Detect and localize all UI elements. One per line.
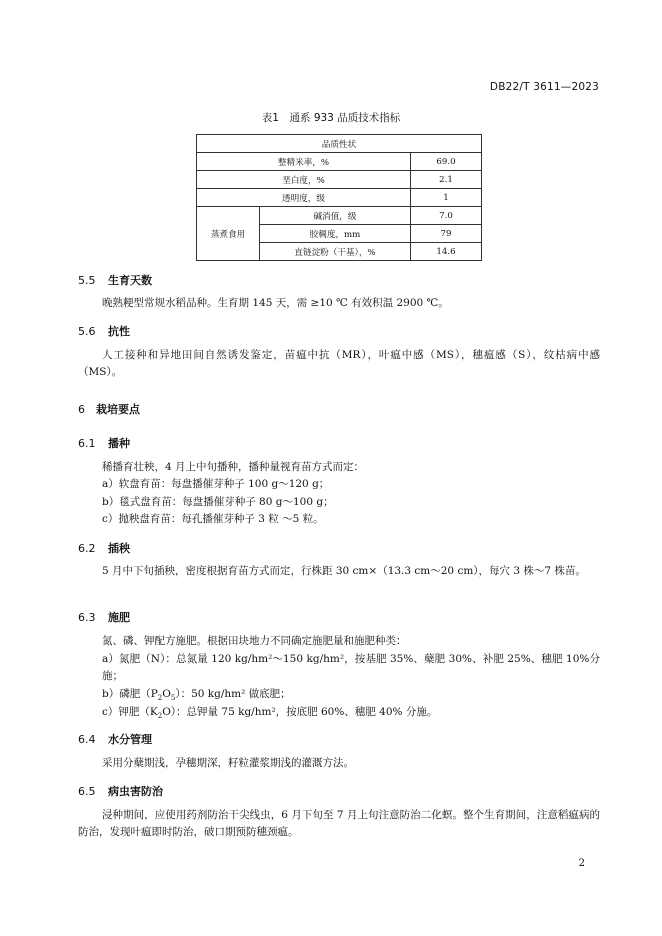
- section-number: 5.5: [78, 274, 96, 287]
- page-number: 2: [578, 858, 585, 869]
- section-6-2-text: 5 月中下旬插秧，密度根据育苗方式而定，行株距 30 cm×（13.3 cm～20 cm），每穴 3 株～7 株苗。: [102, 565, 586, 577]
- section-6-5-text: 浸种期间，应使用药剂防治干尖线虫，6 月下旬至 7 月上旬注意防治二化螟。整个生育期间，注意稻瘟病的防治，发现叶瘟即时防治，破口期预防穗颈瘟。: [78, 809, 600, 838]
- row-label: 整精米率，%: [197, 153, 411, 171]
- quality-spec-table: [196, 134, 482, 261]
- section-title: 生育天数: [108, 274, 152, 287]
- section-title: 栽培要点: [96, 403, 140, 416]
- section-6-4-heading: [78, 731, 152, 747]
- section-5-5-heading: [78, 272, 152, 288]
- group-label: 蒸煮食用: [197, 207, 260, 261]
- row-label: 透明度，级: [197, 189, 411, 207]
- section-5-6-heading: [78, 323, 130, 339]
- section-title: 水分管理: [108, 733, 152, 746]
- section-6-1-intro: 稀播育壮秧，4 月上中旬播种，播种量视育苗方式而定：: [102, 461, 365, 473]
- list-item: b）毯式盘育苗：每盘播催芽种子 80 g～100 g；: [102, 496, 334, 508]
- section-5-5-text: 晚熟粳型常规水稻品种。生育期 145 天，需 ≥10 ℃ 有效积温 2900 ℃。: [102, 297, 449, 309]
- section-6-3-intro: 氮、磷、钾配方施肥。根据田块地力不同确定施肥量和施肥种类：: [102, 635, 407, 647]
- table-header-cell: 品质性状: [197, 135, 482, 153]
- row-label: 直链淀粉（干基），%: [260, 243, 411, 261]
- row-value: 2.1: [411, 171, 482, 189]
- table-row: [197, 171, 482, 189]
- list-item: a）软盘育苗：每盘播催芽种子 100 g～120 g；: [102, 478, 330, 490]
- table-title: 表1 通系 933 品质技术指标: [261, 112, 401, 124]
- row-value: 14.6: [411, 243, 482, 261]
- section-title: 病虫害防治: [108, 785, 163, 798]
- list-item: c）抛秧盘育苗：每孔播催芽种子 3 粒 ～5 粒。: [102, 513, 324, 525]
- document-code: DB22/T 3611—2023: [489, 81, 599, 93]
- table-row: [197, 153, 482, 171]
- row-value: 69.0: [411, 153, 482, 171]
- row-label: 碱消值，级: [260, 207, 411, 225]
- row-value: 79: [411, 225, 482, 243]
- row-value: 1: [411, 189, 482, 207]
- section-number: 6.5: [78, 785, 96, 798]
- section-6-3-heading: [78, 609, 130, 625]
- section-6-1-heading: [78, 435, 130, 451]
- section-title: 施肥: [108, 611, 130, 624]
- section-number: 6.2: [78, 542, 96, 555]
- row-label: 垩白度，%: [197, 171, 411, 189]
- table-row: [197, 207, 482, 225]
- section-number: 5.6: [78, 325, 96, 338]
- section-6-2-heading: [78, 540, 130, 556]
- table-row: [197, 189, 482, 207]
- section-title: 抗性: [108, 325, 130, 338]
- section-number: 6.4: [78, 733, 96, 746]
- section-6-5-heading: [78, 783, 163, 799]
- row-label: 胶稠度，mm: [260, 225, 411, 243]
- section-number: 6.3: [78, 611, 96, 624]
- table-header-row: [197, 135, 482, 153]
- list-item-potassium: c）钾肥$(K_2O)$：总钾量 75 kg/hm²，按底肥 60%、穗肥 40% 分施。: [102, 706, 438, 721]
- section-number: 6: [78, 403, 85, 416]
- list-item-phosphorus: b）磷肥$(P_2O_5)$：50 kg/hm² 做底肥；: [102, 688, 291, 703]
- section-number: 6.1: [78, 437, 96, 450]
- list-item-nitrogen: a）氮肥（N）：总氮量 120 kg/hm²～150 kg/hm²，按基肥 35%、蘖肥 30%、补肥 25%、穗肥 10%分施；: [102, 653, 600, 682]
- section-title: 播种: [108, 437, 130, 450]
- section-5-6-text: 人工接种和异地田间自然诱发鉴定，苗瘟中抗（MR），叶瘟中感（MS），穗瘟感（S），纹枯病中感（MS）。: [78, 349, 600, 378]
- section-6-heading: [78, 401, 140, 417]
- section-title: 插秧: [108, 542, 130, 555]
- section-6-4-text: 采用分蘖期浅，孕穗期深，籽粒灌浆期浅的灌溉方法。: [102, 757, 354, 769]
- row-value: 7.0: [411, 207, 482, 225]
